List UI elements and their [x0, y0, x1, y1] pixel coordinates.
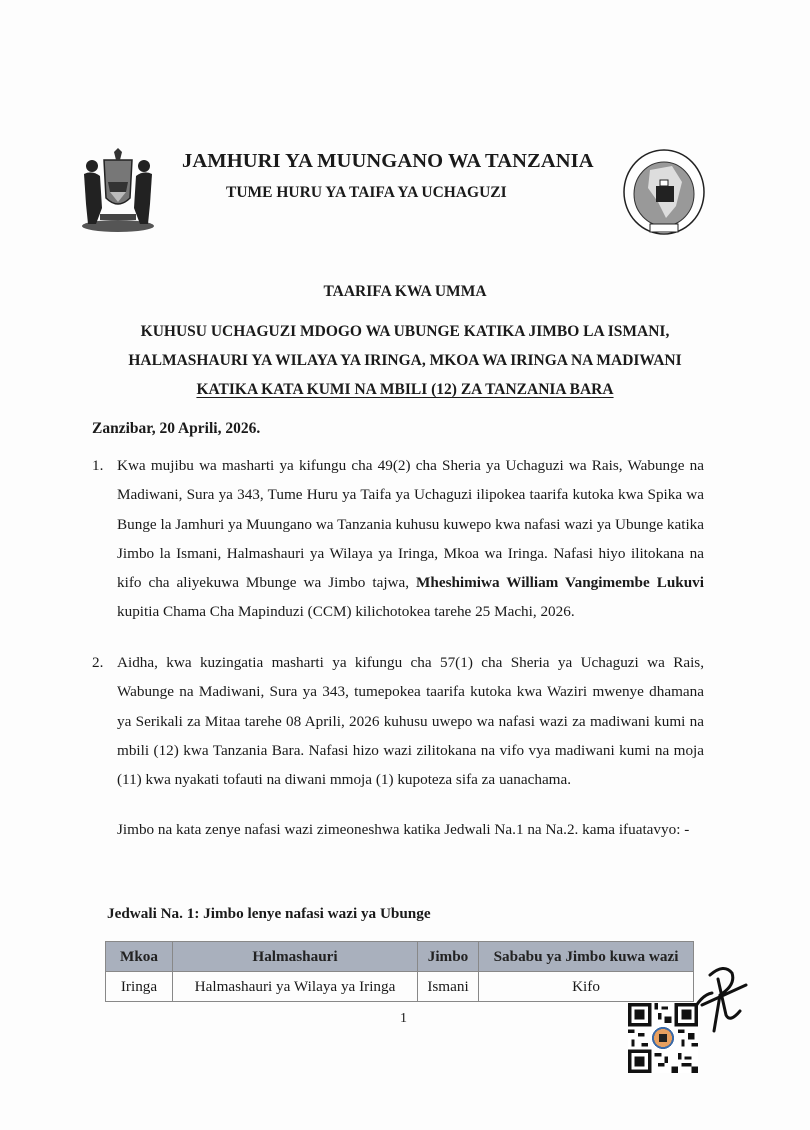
- table-cell: Kifo: [479, 972, 694, 1002]
- vacancy-table: [105, 941, 694, 1002]
- header-country: JAMHURI YA MUUNGANO WA TANZANIA: [182, 150, 594, 172]
- paragraph-3: Jimbo na kata zenye nafasi wazi zimeoneshwa katika Jedwali Na.1 na Na.2. kama ifuatavyo: -: [117, 821, 690, 838]
- table-cell: Iringa: [106, 972, 173, 1002]
- commission-seal-icon: [620, 148, 708, 240]
- notice-date: Zanzibar, 20 Aprili, 2026.: [92, 420, 261, 437]
- table-header-row: [106, 942, 694, 972]
- column-header: Halmashauri: [173, 942, 418, 972]
- column-header: Jimbo: [418, 942, 479, 972]
- coat-of-arms-icon: [70, 148, 166, 234]
- signature-icon: [690, 965, 752, 1035]
- paragraph-1: 1. Kwa mujibu wa masharti ya kifungu cha 49(2) cha Sheria ya Uchaguzi wa Rais, Wabunge na Madiwani, Sura ya 343, Tume Huru ya Taifa ya Uchaguzi ilipokea taarifa kutoka kwa Spika wa Bunge la Jamhuri ya Muungano wa Tanzania kuhusu kuwepo kwa nafasi wazi ya Ubunge katika Jimbo la Ismani, Halmashauri ya Wilaya ya Iringa, Mkoa wa Iringa. Nafasi hiyo ilitokana na kifo cha aliyekuwa Mbunge wa Jimbo tajwa, Mheshimiwa William Vangimembe Lukuvi kupitia Chama Cha Mapinduzi (CCM) kilichotokea tarehe 25 Machi, 2026.: [117, 451, 704, 627]
- table-row: [106, 972, 694, 1002]
- column-header: Sababu ya Jimbo kuwa wazi: [479, 942, 694, 972]
- subject-line-2: HALMASHAURI YA WILAYA YA IRINGA, MKOA WA IRINGA NA MADIWANI: [128, 352, 682, 369]
- paragraph-number: 2.: [92, 654, 104, 671]
- subject-line-1: KUHUSU UCHAGUZI MDOGO WA UBUNGE KATIKA JIMBO LA ISMANI,: [140, 323, 670, 340]
- table-cell: Ismani: [418, 972, 479, 1002]
- paragraph-2: 2. Aidha, kwa kuzingatia masharti ya kifungu cha 57(1) cha Sheria ya Uchaguzi wa Rais, Wabunge na Madiwani, Sura ya 343, tumepokea taarifa kutoka kwa Waziri mwenye dhamana ya Serikali za Mitaa tarehe 08 Aprili, 2026 kuhusu uwepo wa nafasi wazi za madiwani kumi na mbili (12) kwa Tanzania Bara. Nafasi hizo wazi zilitokana na vifo vya madiwani kumi na moja (11) kwa nyakati tofauti na diwani mmoja (1) kupoteza sifa za uanachama.: [117, 648, 704, 794]
- notice-title: TAARIFA KWA UMMA: [323, 283, 487, 300]
- table-cell: Halmashauri ya Wilaya ya Iringa: [173, 972, 418, 1002]
- header-commission: TUME HURU YA TAIFA YA UCHAGUZI: [226, 184, 507, 201]
- column-header: Mkoa: [106, 942, 173, 972]
- qr-code-icon: [628, 1003, 698, 1073]
- page-number: 1: [400, 1011, 407, 1026]
- mp-name: Mheshimiwa William Vangimembe Lukuvi: [416, 574, 704, 592]
- subject-line-3: KATIKA KATA KUMI NA MBILI (12) ZA TANZANIA BARA: [196, 381, 614, 398]
- paragraph-number: 1.: [92, 457, 104, 474]
- table-caption: Jedwali Na. 1: Jimbo lenye nafasi wazi ya Ubunge: [107, 905, 431, 922]
